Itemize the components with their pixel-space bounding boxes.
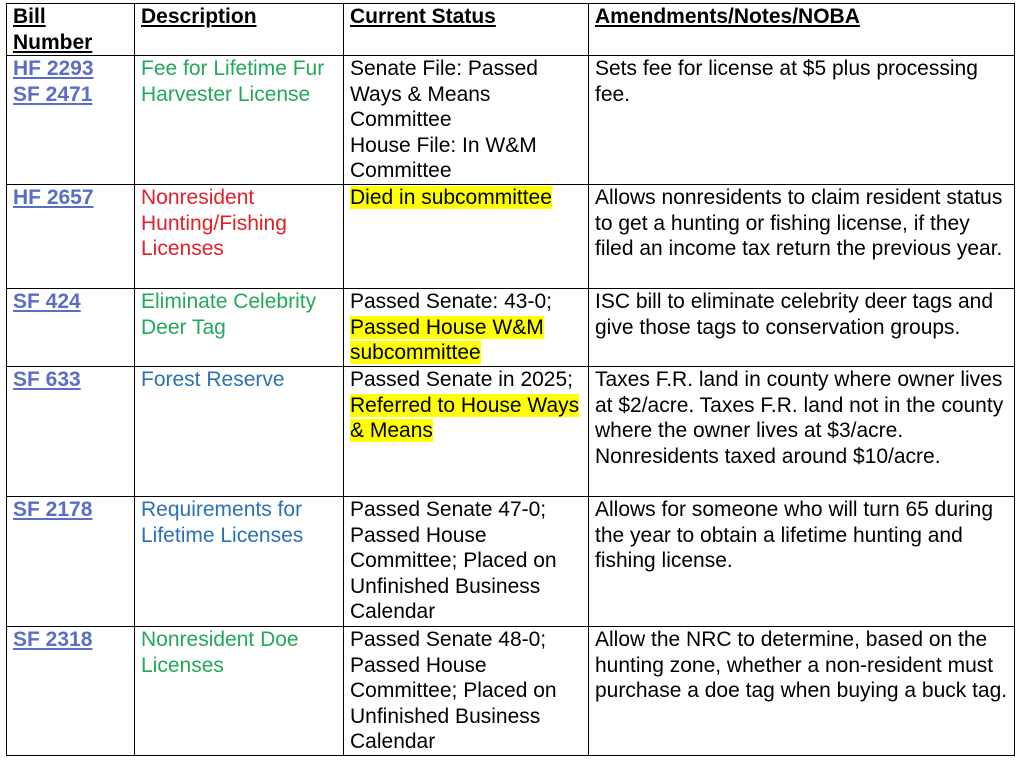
bill-number-cell <box>7 367 135 497</box>
current-status-cell <box>344 185 589 289</box>
header-description: Description <box>135 4 344 56</box>
header-notes: Amendments/Notes/NOBA <box>589 4 1015 56</box>
description-cell: Nonresident Hunting/Fishing Licenses <box>135 185 344 289</box>
description-cell: Requirements for Lifetime Licenses <box>135 497 344 627</box>
bill-number-cell <box>7 56 135 185</box>
notes-cell: Allows nonresidents to claim resident status to get a hunting or fishing license, if they filed an income tax return the previous year. <box>589 185 1015 289</box>
status-text: Passed Senate 48-0; Passed House Committee; Placed on Unfinished Business Calendar <box>350 628 557 753</box>
current-status-cell <box>344 367 589 497</box>
description-cell: Fee for Lifetime Fur Harvester License <box>135 56 344 185</box>
notes-cell: ISC bill to eliminate celebrity deer tags and give those tags to conservation groups. <box>589 289 1015 367</box>
notes-cell: Allows for someone who will turn 65 during the year to obtain a lifetime hunting and fishing license. <box>589 497 1015 627</box>
table-row <box>7 289 1015 367</box>
status-text-highlighted: Referred to House Ways & Means <box>350 393 580 442</box>
status-text: Passed Senate: 43-0; <box>350 290 552 313</box>
bill-number-cell <box>7 185 135 289</box>
current-status-cell <box>344 289 589 367</box>
description-cell: Eliminate Celebrity Deer Tag <box>135 289 344 367</box>
bill-tracking-table <box>6 3 1015 756</box>
header-row <box>7 4 1015 56</box>
status-text: Senate File: Passed Ways & Means Committee <box>350 57 538 131</box>
bill-number-cell <box>7 289 135 367</box>
table-row <box>7 185 1015 289</box>
table-row <box>7 367 1015 497</box>
current-status-cell <box>344 627 589 756</box>
current-status-cell <box>344 497 589 627</box>
bill-number-cell <box>7 627 135 756</box>
current-status-cell <box>344 56 589 185</box>
status-text-highlighted: Died in subcommittee <box>350 186 552 209</box>
header-current-status: Current Status <box>344 4 589 56</box>
bill-number-cell <box>7 497 135 627</box>
status-text: Passed Senate in 2025; <box>350 368 574 391</box>
notes-cell: Taxes F.R. land in county where owner lives at $2/acre. Taxes F.R. land not in the county where the owner lives at $3/acre. Nonresidents taxed around $10/acre. <box>589 367 1015 497</box>
status-text-highlighted: Passed House W&M subcommittee <box>350 315 544 364</box>
description-cell: Nonresident Doe Licenses <box>135 627 344 756</box>
table-row <box>7 627 1015 756</box>
status-text: House File: In W&M Committee <box>350 133 537 182</box>
bill-link[interactable]: HF 2293 <box>13 57 94 80</box>
bill-link[interactable]: SF 2318 <box>13 628 93 651</box>
status-text: Passed Senate 47-0; Passed House Committee; Placed on Unfinished Business Calendar <box>350 498 557 623</box>
bill-link[interactable]: SF 2178 <box>13 498 93 521</box>
bill-link[interactable]: SF 424 <box>13 290 81 313</box>
bill-link[interactable]: SF 2471 <box>13 82 93 106</box>
header-bill-number: Bill Number <box>7 4 135 56</box>
bill-link[interactable]: SF 633 <box>13 368 81 391</box>
table-row <box>7 56 1015 185</box>
notes-cell: Allow the NRC to determine, based on the hunting zone, whether a non-resident must purchase a doe tag when buying a buck tag. <box>589 627 1015 756</box>
notes-cell: Sets fee for license at $5 plus processing fee. <box>589 56 1015 185</box>
description-cell: Forest Reserve <box>135 367 344 497</box>
bill-link[interactable]: HF 2657 <box>13 186 94 209</box>
table-row <box>7 497 1015 627</box>
